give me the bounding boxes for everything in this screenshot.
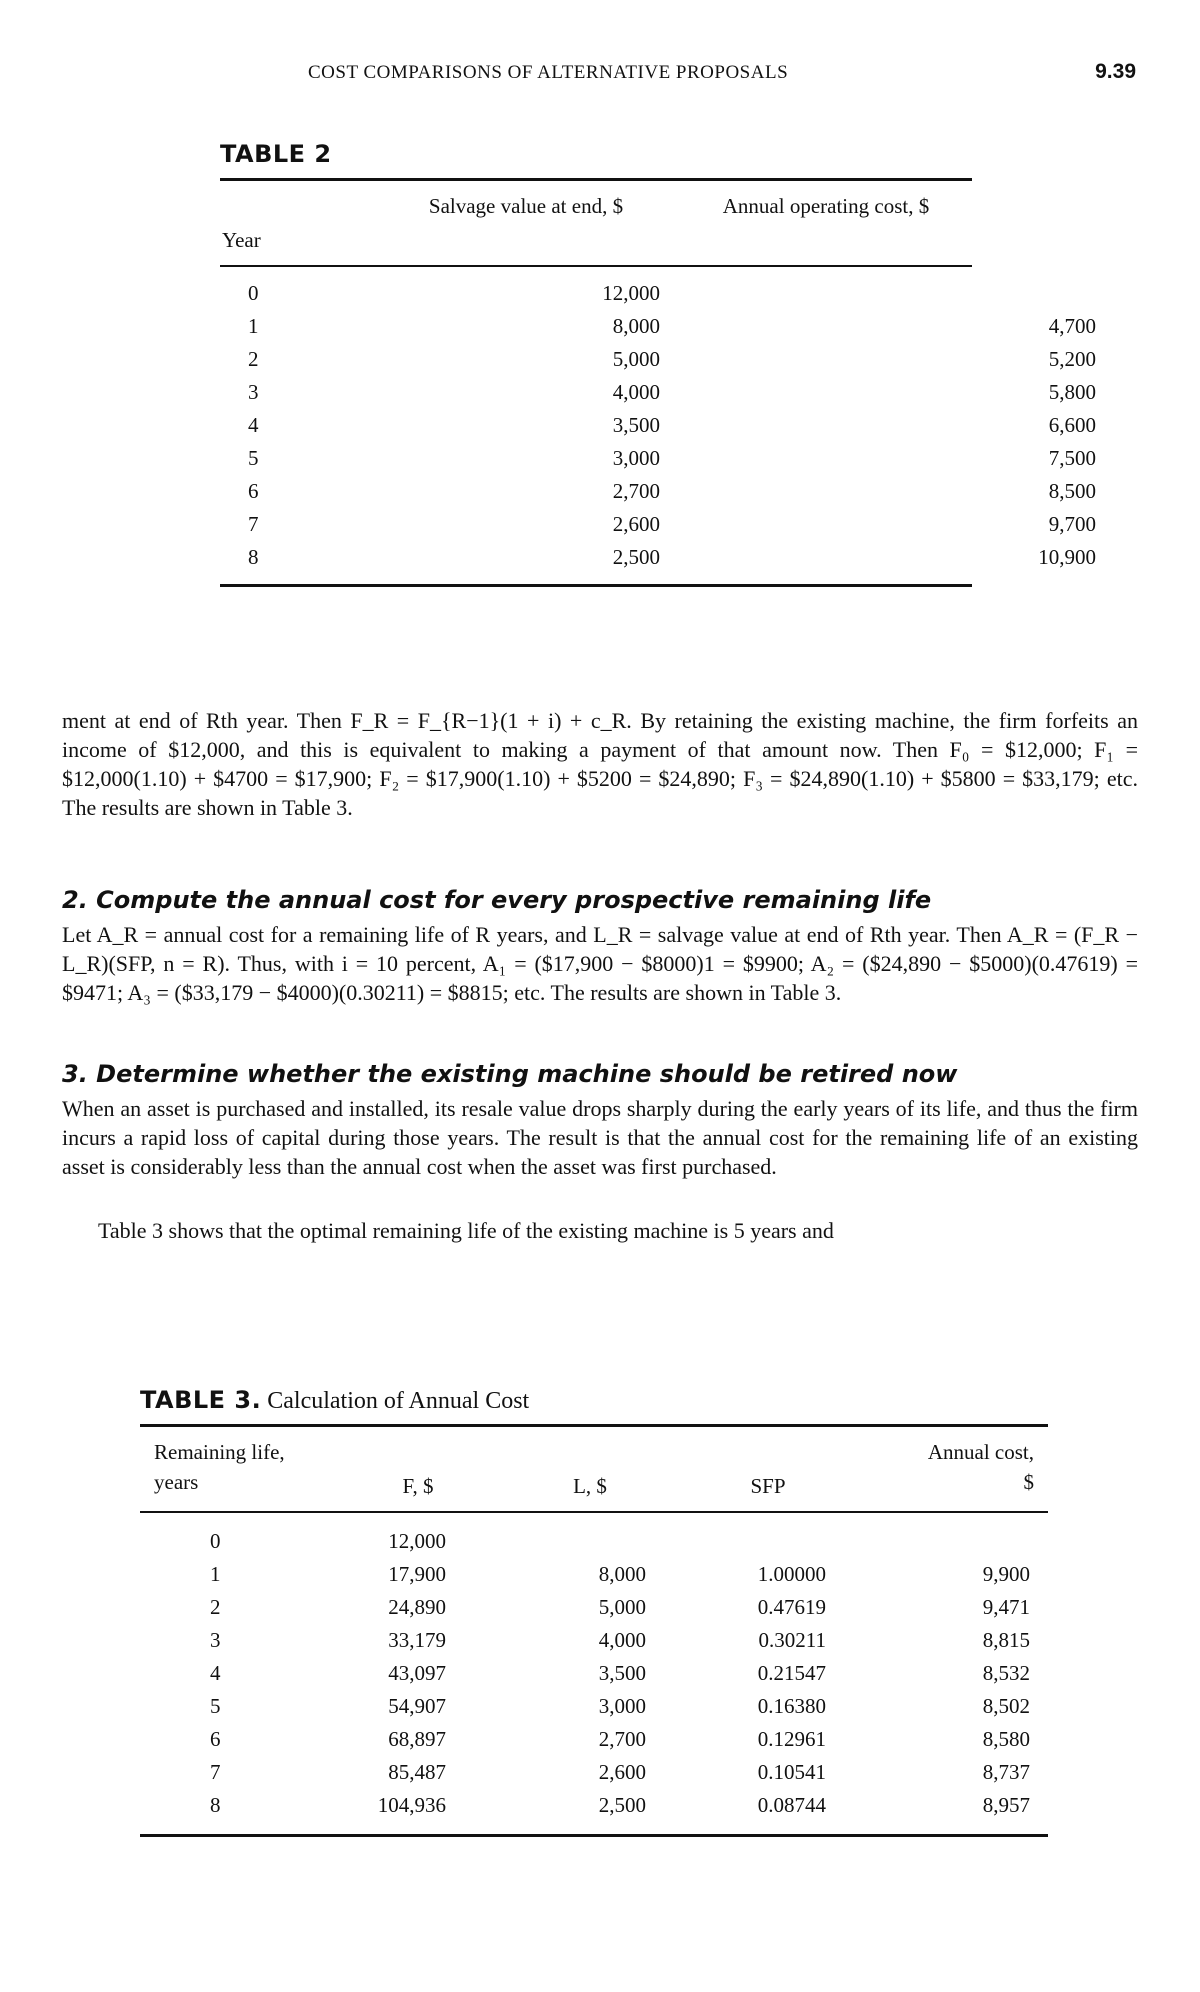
table-2 [220, 178, 1096, 587]
cell-sfp-value: 0.16380 [757, 1694, 826, 1718]
cell-l-value: 2,600 [598, 1760, 646, 1784]
table-row [220, 442, 1096, 475]
cell-remaining-life: 7 [210, 1760, 221, 1784]
cell-salvage-value: 8,000 [612, 314, 660, 338]
cell-sfp-value: 0.30211 [758, 1628, 826, 1652]
cell-year: 4 [248, 413, 259, 437]
table-2-caption [220, 140, 332, 168]
table-row [220, 343, 1096, 376]
column-header-year: Year [222, 228, 261, 252]
cell-year: 2 [248, 347, 259, 371]
table-row [140, 1789, 1048, 1822]
table-row [140, 1558, 1048, 1591]
table-3-body [140, 1513, 1048, 1834]
table-row [220, 310, 1096, 343]
cell-salvage-value: 3,500 [612, 413, 660, 437]
cell-operating-cost-value: 6,600 [1048, 413, 1096, 437]
cell-operating-cost-value: 7,500 [1048, 446, 1096, 470]
cell-annual-cost-value: 8,580 [982, 1727, 1030, 1751]
column-header-operating-cost: Annual operating cost, $ [722, 194, 930, 218]
table-row [220, 376, 1096, 409]
cell-l-value: 8,000 [598, 1562, 646, 1586]
paragraph-2: Let A_R = annual cost for a remaining life of R years, and L_R = salvage value at end of Rth year. Then A_R = (F_R − L_R)(SFP, n = R). Thus, with i = 10 percent, A₁ = ($17,900 − $8000)1 = $9900; A₂ = ($24,890 − $5000)(0.47619) = $9471; A₃ = ($33,179 − $4000)(0.30211) = $8815; etc. The results are shown in Table 3. [62, 922, 1138, 1005]
cell-remaining-life: 4 [210, 1661, 221, 1685]
cell-salvage-value: 4,000 [612, 380, 660, 404]
cell-salvage-value: 5,000 [612, 347, 660, 371]
cell-operating-cost-value: 9,700 [1048, 512, 1096, 536]
cell-remaining-life: 3 [210, 1628, 221, 1652]
cell-f-value: 68,897 [388, 1727, 446, 1751]
cell-year: 5 [248, 446, 259, 470]
running-title: COST COMPARISONS OF ALTERNATIVE PROPOSALS [308, 62, 789, 83]
cell-operating-cost-value: 5,800 [1048, 380, 1096, 404]
running-header [0, 62, 1200, 92]
table-3-label: TABLE 3. [140, 1386, 262, 1414]
table-row [220, 541, 1096, 574]
cell-sfp-value: 0.12961 [757, 1727, 826, 1751]
column-header-sfp: SFP [750, 1474, 786, 1498]
cell-sfp-value: 0.10541 [757, 1760, 826, 1784]
table-row [140, 1657, 1048, 1690]
column-header-salvage: Salvage value at end, $ [428, 194, 624, 218]
cell-sfp-value: 1.00000 [757, 1562, 826, 1586]
page-number: 9.39 [1095, 60, 1136, 83]
paragraph-3: When an asset is purchased and installed, its resale value drops sharply during the early years of its life, and thus the firm incurs a rapid loss of capital during those years. The result is that the annual cost for the remaining life of an existing asset is considerably less than the annual cost when the asset was first purchased. [62, 1096, 1138, 1179]
cell-annual-cost-value: 9,471 [982, 1595, 1030, 1619]
table-3 [140, 1424, 1048, 1837]
cell-sfp-value: 0.47619 [757, 1595, 826, 1619]
cell-remaining-life: 8 [210, 1793, 221, 1817]
cell-operating-cost-value: 4,700 [1048, 314, 1096, 338]
table-row [220, 508, 1096, 541]
cell-remaining-life: 2 [210, 1595, 221, 1619]
cell-f-value: 12,000 [388, 1529, 446, 1553]
table-row [140, 1624, 1048, 1657]
cell-salvage-value: 3,000 [612, 446, 660, 470]
table-row [140, 1756, 1048, 1789]
column-header-f: F, $ [402, 1474, 434, 1498]
cell-remaining-life: 1 [210, 1562, 221, 1586]
paragraph-4: Table 3 shows that the optimal remaining life of the existing machine is 5 years and [98, 1218, 834, 1243]
cell-year: 6 [248, 479, 259, 503]
cell-l-value: 3,500 [598, 1661, 646, 1685]
table-3-caption [140, 1386, 529, 1415]
cell-operating-cost-value: 5,200 [1048, 347, 1096, 371]
cell-remaining-life: 5 [210, 1694, 221, 1718]
cell-annual-cost-value: 8,532 [982, 1661, 1030, 1685]
cell-salvage-value: 2,600 [612, 512, 660, 536]
cell-salvage-value: 2,500 [612, 545, 660, 569]
cell-year: 1 [248, 314, 259, 338]
table-3-caption-text: Calculation of Annual Cost [267, 1388, 530, 1414]
cell-annual-cost-value: 8,737 [982, 1760, 1030, 1784]
cell-f-value: 33,179 [388, 1628, 446, 1652]
cell-salvage-value: 2,700 [612, 479, 660, 503]
cell-f-value: 43,097 [388, 1661, 446, 1685]
cell-year: 0 [248, 281, 259, 305]
table-2-body [220, 267, 1096, 584]
table-2-header [220, 181, 972, 267]
table-row [220, 475, 1096, 508]
column-header-annual-cost: Annual cost, $ [927, 1440, 1034, 1494]
cell-sfp-value: 0.08744 [757, 1793, 826, 1817]
cell-l-value: 5,000 [598, 1595, 646, 1619]
table-row [140, 1525, 1048, 1558]
table-row [140, 1591, 1048, 1624]
cell-salvage-value: 12,000 [602, 281, 660, 305]
cell-f-value: 17,900 [388, 1562, 446, 1586]
table-row [140, 1723, 1048, 1756]
cell-f-value: 85,487 [388, 1760, 446, 1784]
table-2-label: TABLE 2 [220, 140, 332, 168]
cell-operating-cost-value: 10,900 [1038, 545, 1096, 569]
cell-f-value: 54,907 [388, 1694, 446, 1718]
step-3-heading: 3. Determine whether the existing machine should be retired now [62, 1060, 958, 1088]
cell-annual-cost-value: 8,957 [982, 1793, 1030, 1817]
cell-year: 8 [248, 545, 259, 569]
cell-remaining-life: 0 [210, 1529, 221, 1553]
cell-year: 3 [248, 380, 259, 404]
table-row [140, 1690, 1048, 1723]
column-header-l: L, $ [573, 1474, 607, 1498]
step-2-heading: 2. Compute the annual cost for every prospective remaining life [62, 886, 932, 914]
table-row [220, 409, 1096, 442]
cell-l-value: 2,700 [598, 1727, 646, 1751]
table-row [220, 277, 972, 310]
column-header-remaining-life: Remaining life, years [154, 1440, 285, 1494]
cell-annual-cost-value: 8,815 [982, 1628, 1030, 1652]
paragraph-1: ment at end of Rth year. Then F_R = F_{R−1}(1 + i) + c_R. By retaining the existing machine, the firm forfeits an income of $12,000, and this is equivalent to making a payment of that amount now. Then F₀ = $12,000; F₁ = $12,000(1.10) + $4700 = $17,900; F₂ = $17,900(1.10) + $5200 = $24,890; F₃ = $24,890(1.10) + $5800 = $33,179; etc. The results are shown in Table 3. [62, 708, 1138, 820]
cell-l-value: 4,000 [598, 1628, 646, 1652]
cell-operating-cost-value: 8,500 [1048, 479, 1096, 503]
cell-annual-cost-value: 9,900 [982, 1562, 1030, 1586]
cell-year: 7 [248, 512, 259, 536]
cell-l-value: 3,000 [598, 1694, 646, 1718]
cell-f-value: 24,890 [388, 1595, 446, 1619]
cell-f-value: 104,936 [377, 1793, 446, 1817]
cell-remaining-life: 6 [210, 1727, 221, 1751]
table-3-header [140, 1427, 1048, 1513]
cell-sfp-value: 0.21547 [757, 1661, 826, 1685]
cell-annual-cost-value: 8,502 [982, 1694, 1030, 1718]
cell-l-value: 2,500 [598, 1793, 646, 1817]
